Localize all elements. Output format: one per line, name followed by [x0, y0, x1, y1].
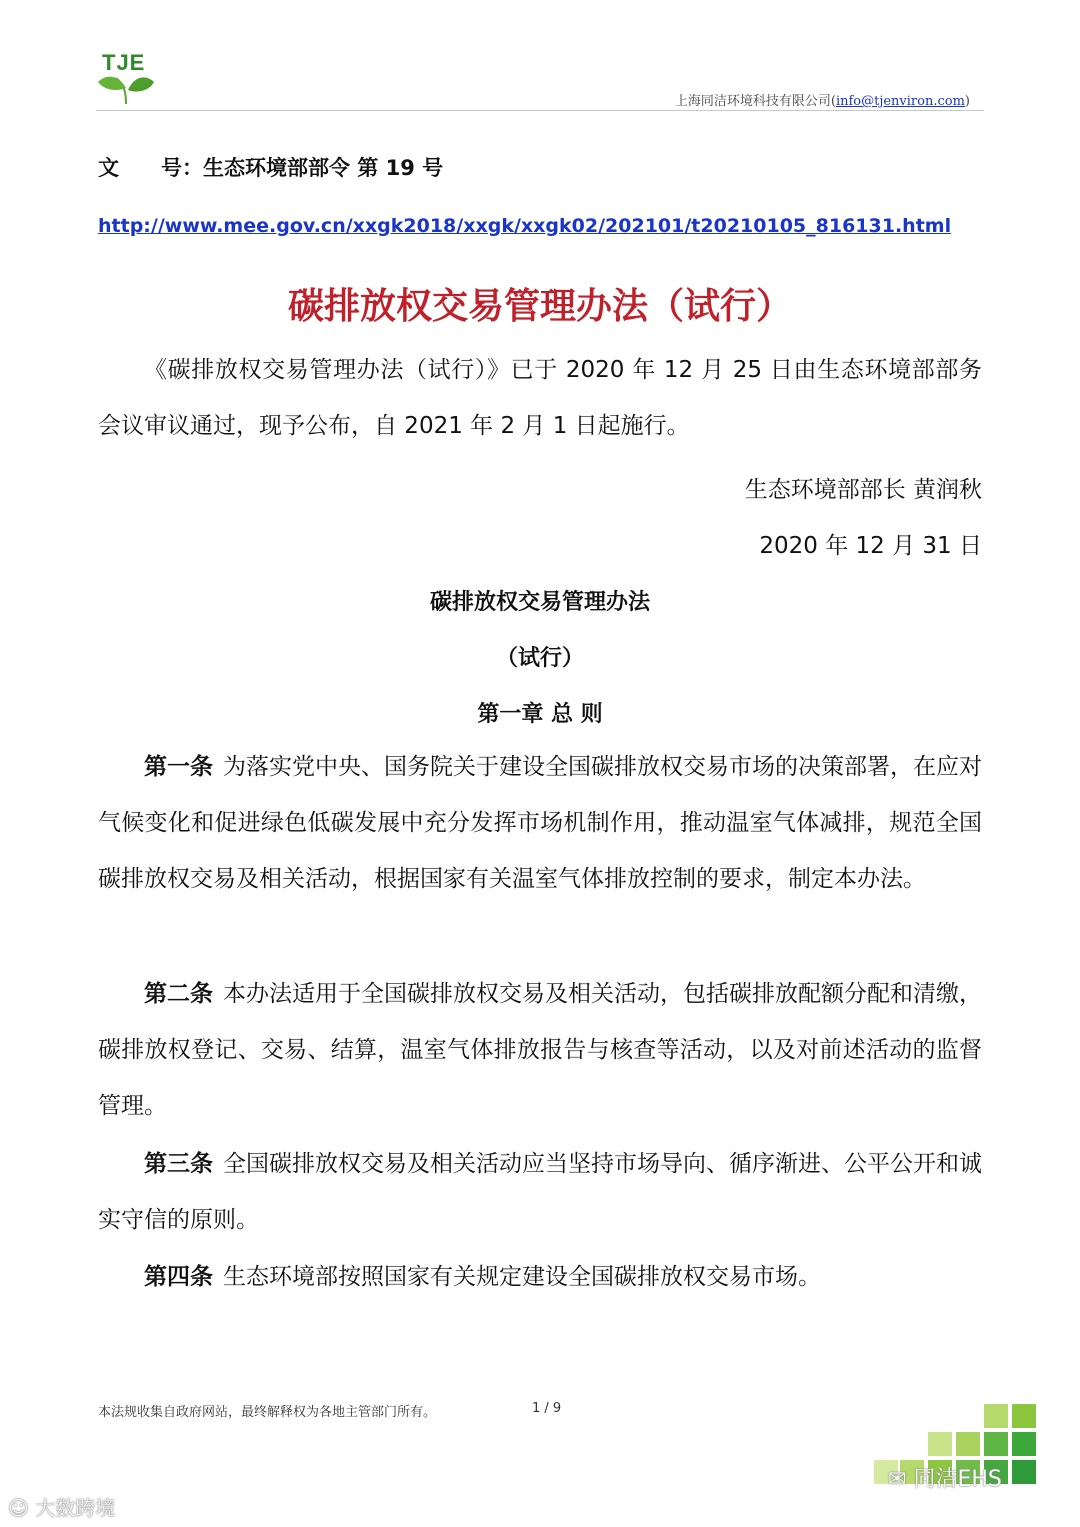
article-text: 生态环境部按照国家有关规定建设全国碳排放权交易市场。 — [223, 1264, 821, 1290]
logo-text: TJE — [102, 50, 146, 75]
footer-note: 本法规收集自政府网站，最终解释权为各地主管部门所有。 — [98, 1405, 437, 1420]
watermark-left-text: 大数跨境 — [35, 1496, 116, 1520]
article-label: 第二条 — [144, 981, 213, 1007]
article-3 — [98, 1136, 982, 1248]
signer-line: 生态环境部部长 黄润秋 — [744, 477, 982, 503]
article-text: 全国碳排放权交易及相关活动应当坚持市场导向、循序渐进、公平公开和诚实守信的原则。 — [98, 1151, 982, 1233]
watermark-right-text: 同洁EHS — [913, 1467, 1002, 1492]
document-number — [98, 152, 443, 182]
article-text: 为落实党中央、国务院关于建设全国碳排放权交易市场的决策部署，在应对气候变化和促进绿色低碳发展中充分发挥市场机制作用，推动温室气体减排，规范全国碳排放权交易及相关活动，根据国家有关温室气体排放控制的要求，制定本办法。 — [98, 754, 982, 892]
regulation-subtitle: 碳排放权交易管理办法 — [429, 590, 650, 615]
square-decoration — [1012, 1432, 1036, 1456]
square-decoration — [1012, 1460, 1036, 1484]
intro-paragraph: 《碳排放权交易管理办法（试行）》已于 2020 年 12 月 25 日由生态环境部部务会议审议通过，现予公布，自 2021 年 2 月 1 日起施行。 — [98, 357, 982, 439]
regulation-trial-label: （试行） — [495, 646, 584, 671]
source-url-link[interactable]: http://www.mee.gov.cn/xxgk2018/xxgk/xxgk02/202101/t20210105_816131.html — [98, 215, 952, 237]
square-decoration — [956, 1432, 980, 1456]
page-number: 1 / 9 — [532, 1401, 562, 1416]
square-decoration — [984, 1404, 1008, 1428]
article-2 — [98, 966, 982, 1134]
wechat-icon: ✉ — [888, 1467, 914, 1492]
article-4 — [98, 1249, 982, 1305]
chapter-heading: 第一章 总 则 — [477, 702, 603, 727]
article-label: 第四条 — [144, 1264, 213, 1290]
article-text: 本办法适用于全国碳排放权交易及相关活动，包括碳排放配额分配和清缴，碳排放权登记、交易、结算，温室气体排放报告与核查等活动，以及对前述活动的监督管理。 — [98, 981, 982, 1119]
date-line: 2020 年 12 月 31 日 — [759, 533, 982, 559]
article-1 — [98, 739, 982, 907]
company-name: 上海同洁环境科技有限公司( — [674, 94, 836, 109]
watermark-left — [8, 1492, 115, 1521]
square-decoration — [928, 1432, 952, 1456]
weibo-icon: ☺ — [8, 1496, 36, 1520]
article-label: 第三条 — [144, 1151, 213, 1177]
company-info — [675, 90, 970, 109]
watermark-right — [888, 1462, 1002, 1493]
company-close-paren: ) — [964, 94, 970, 109]
doc-number-value: 号：生态环境部部令 第 19 号 — [161, 156, 444, 180]
doc-number-label: 文 — [98, 156, 119, 180]
article-label: 第一条 — [144, 754, 213, 780]
square-decoration — [1012, 1404, 1036, 1428]
square-decoration — [984, 1432, 1008, 1456]
company-email-link[interactable]: info@tjenviron.com — [835, 94, 965, 109]
document-title: 碳排放权交易管理办法（试行） — [287, 286, 792, 327]
header-divider — [96, 110, 984, 111]
